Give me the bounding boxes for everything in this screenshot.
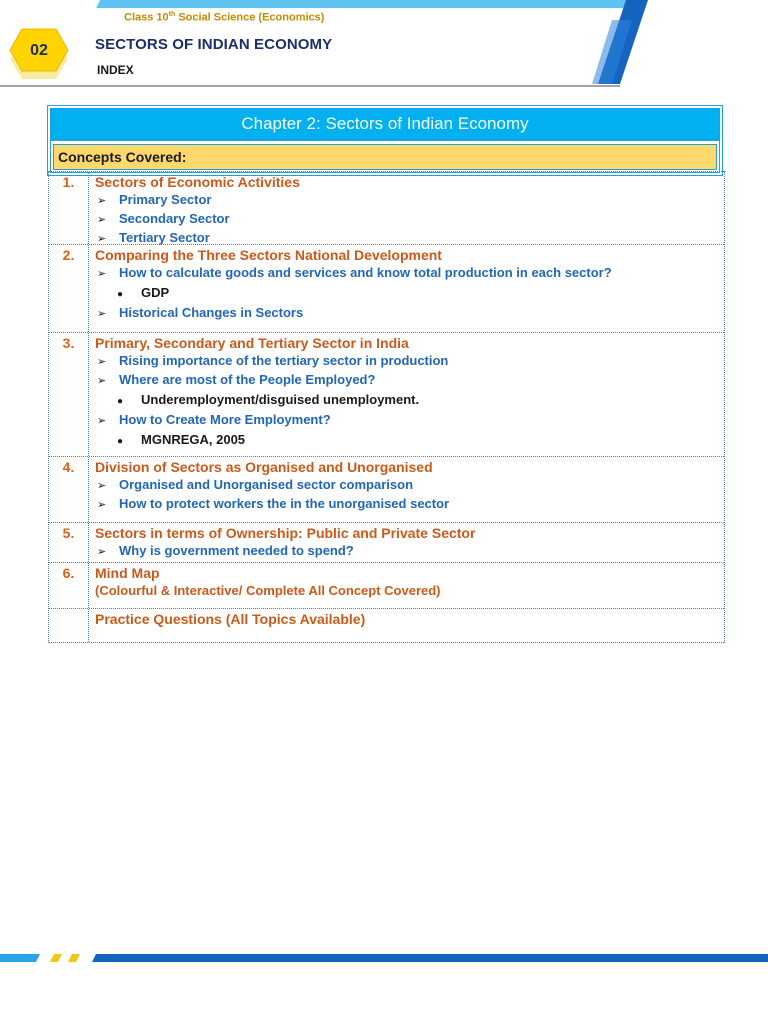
arrow-bullet-icon: ➢ (97, 214, 107, 226)
row-content (89, 563, 724, 608)
row-content (89, 523, 724, 562)
subtopic-item (95, 264, 724, 283)
row-content (89, 172, 724, 244)
index-row (49, 245, 724, 333)
page-header (0, 0, 768, 92)
topic-note: (Colourful & Interactive/ Complete All Concept Covered) (95, 583, 441, 598)
arrow-bullet-icon: ➢ (97, 308, 107, 320)
bullet-text: MGNREGA, 2005 (141, 432, 246, 447)
arrow-bullet-icon: ➢ (97, 546, 107, 558)
row-content (89, 245, 724, 332)
subtopic-text: Where are most of the People Employed? (119, 372, 376, 387)
bullet-item (95, 390, 724, 411)
chapter-number: 02 (30, 41, 48, 59)
round-bullet-icon: ● (117, 396, 124, 407)
subtopic-item (95, 191, 724, 210)
subtopic-item (95, 495, 724, 514)
topic-title: Mind Map (95, 565, 160, 581)
bullet-item (95, 430, 724, 451)
subtopic-item (95, 304, 724, 323)
subtopic-item (95, 210, 724, 229)
subtopic-text: Organised and Unorganised sector comparison (119, 477, 414, 492)
row-number (49, 609, 89, 642)
row-number: 4. (49, 457, 89, 522)
chapter-heading: Chapter 2: Sectors of Indian Economy (51, 109, 719, 141)
row-number: 3. (49, 333, 89, 456)
topic-title: Comparing the Three Sectors National Development (95, 247, 442, 263)
subtopic-item (95, 476, 724, 495)
topic-title: Sectors in terms of Ownership: Public and Private Sector (95, 525, 476, 541)
index-row (49, 333, 724, 457)
row-number: 1. (49, 172, 89, 244)
arrow-bullet-icon: ➢ (97, 268, 107, 280)
footer-stripe (0, 948, 768, 966)
topic-title: Primary, Secondary and Tertiary Sector in India (95, 335, 409, 351)
chapter-heading-box (47, 105, 723, 176)
bullet-text: Underemployment/disguised unemployment. (141, 392, 420, 407)
index-row (49, 171, 724, 245)
subtopic-text: Why is government needed to spend? (119, 543, 354, 558)
subtopic-text: Primary Sector (119, 192, 212, 207)
arrow-bullet-icon: ➢ (97, 480, 107, 492)
row-content (89, 609, 724, 642)
subtopic-text: How to Create More Employment? (119, 412, 331, 427)
subtopic-text: Secondary Sector (119, 211, 230, 226)
arrow-bullet-icon: ➢ (97, 356, 107, 368)
arrow-bullet-icon: ➢ (97, 195, 107, 207)
row-number: 2. (49, 245, 89, 332)
index-row (49, 457, 724, 523)
row-content (89, 457, 724, 522)
topic-title: Practice Questions (All Topics Available) (95, 611, 366, 627)
row-content (89, 333, 724, 456)
topic-title: Sectors of Economic Activities (95, 174, 300, 190)
arrow-bullet-icon: ➢ (97, 375, 107, 387)
round-bullet-icon: ● (117, 436, 124, 447)
bullet-text: GDP (141, 285, 170, 300)
subtopic-item (95, 542, 724, 561)
subtopic-text: How to calculate goods and services and know total production in each sector? (119, 265, 612, 280)
row-number: 6. (49, 563, 89, 608)
arrow-bullet-icon: ➢ (97, 415, 107, 427)
page-title: SECTORS OF INDIAN ECONOMY (95, 36, 333, 53)
subtopic-text: Historical Changes in Sectors (119, 305, 304, 320)
subtopic-item (95, 371, 724, 390)
arrow-bullet-icon: ➢ (97, 233, 107, 245)
topic-title: Division of Sectors as Organised and Unorganised (95, 459, 433, 475)
concepts-covered-label: Concepts Covered: (53, 144, 717, 170)
round-bullet-icon: ● (117, 289, 124, 300)
index-row (49, 523, 724, 563)
subtopic-item (95, 352, 724, 371)
bullet-item (95, 283, 724, 304)
subtopic-item (95, 411, 724, 430)
header-subtitle: Class 10th Social Science (Economics) (124, 11, 325, 24)
index-row (49, 563, 724, 609)
subtopic-text: Tertiary Sector (119, 230, 210, 245)
section-label: INDEX (97, 63, 134, 77)
row-number: 5. (49, 523, 89, 562)
index-row (49, 609, 724, 643)
subtopic-text: Rising importance of the tertiary sector in production (119, 353, 449, 368)
subtopic-text: How to protect workers the in the unorganised sector (119, 496, 450, 511)
index-table (48, 171, 725, 643)
arrow-bullet-icon: ➢ (97, 499, 107, 511)
